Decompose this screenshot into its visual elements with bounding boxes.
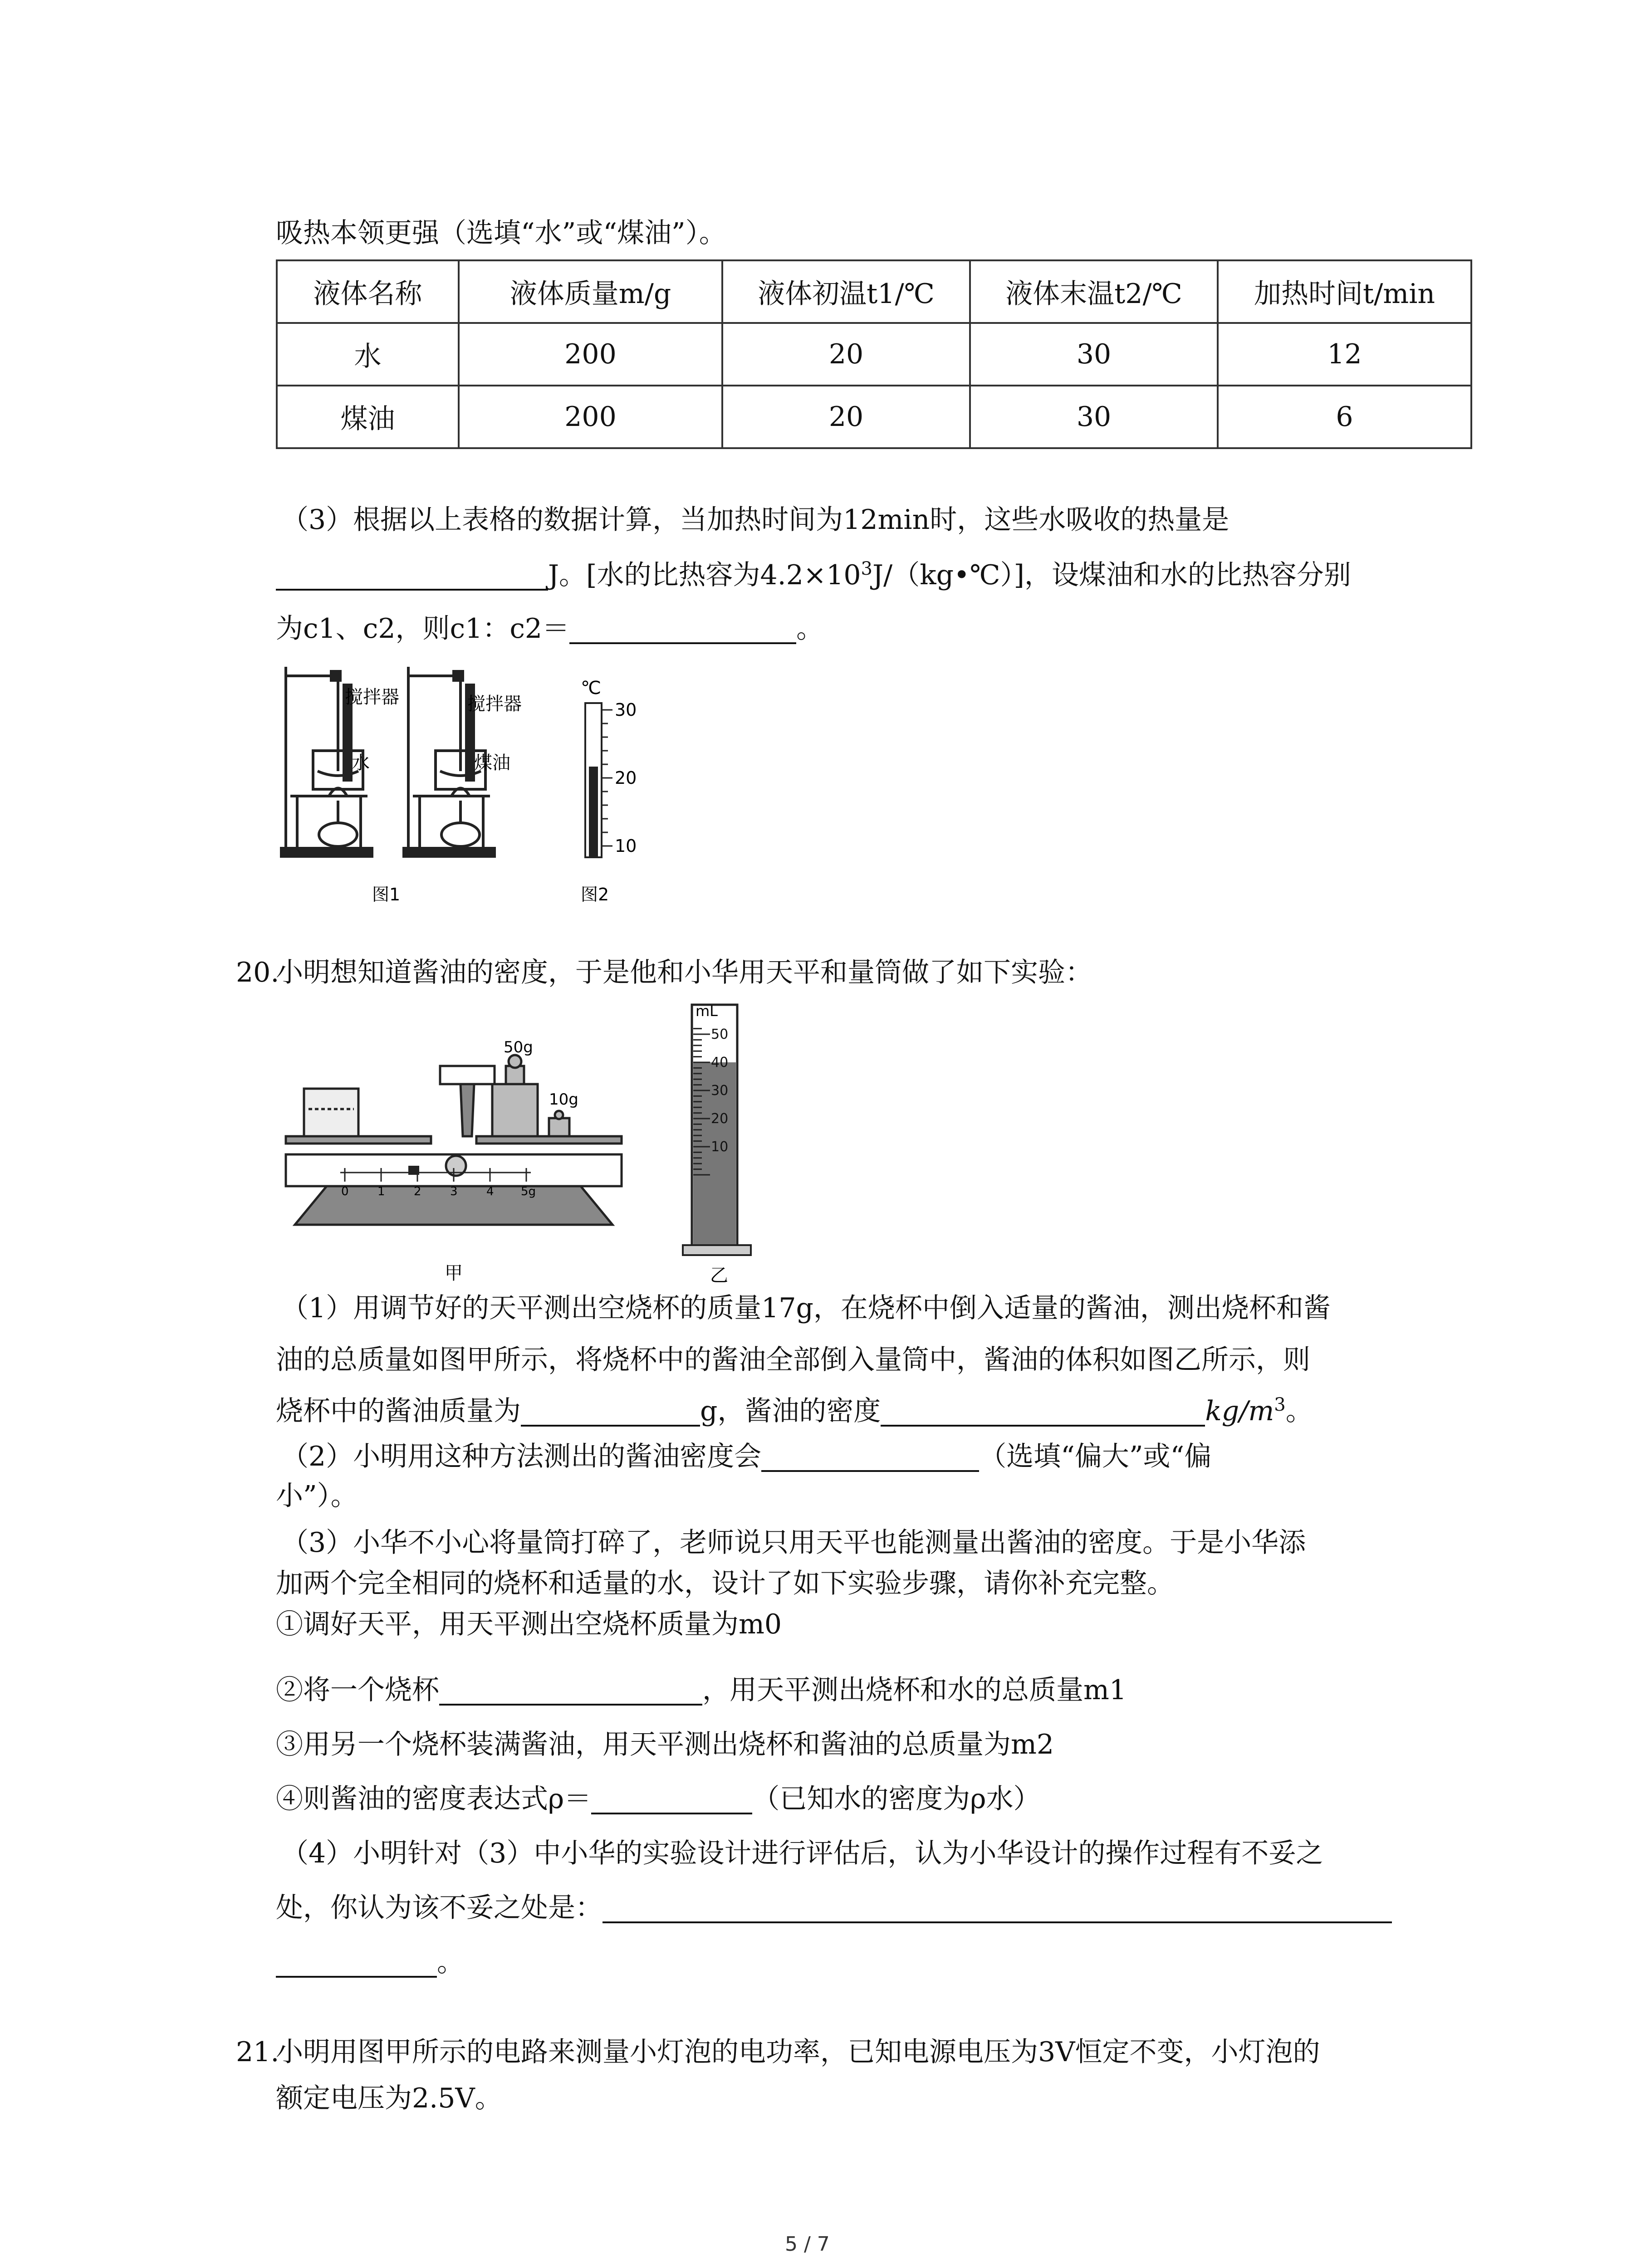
- q19-p3-line3: [276, 612, 823, 645]
- q20-stem: 小明想知道酱油的密度，于是他和小华用天平和量筒做了如下实验：: [276, 957, 1092, 988]
- cylinder-tick-label: 50: [711, 1026, 729, 1042]
- q20-p3-line1: （3）小华不小心将量筒打碎了，老师说只用天平也能测量出酱油的密度。于是小华添: [281, 1527, 1306, 1559]
- figure-jia-caption: 甲: [445, 1263, 463, 1284]
- q20-p2-line1a: （2）小明用这种方法测出的酱油密度会: [281, 1441, 762, 1472]
- q20-p1-line3: [276, 1395, 1313, 1427]
- q21-line1: 小明用图甲所示的电路来测量小灯泡的电功率，已知电源电压为3V恒定不变，小灯泡的: [276, 2036, 1320, 2068]
- table-header-cell: 液体初温t1/℃: [722, 260, 970, 323]
- thermometer-tick-label: 20: [615, 768, 637, 788]
- answer-blank-soy-mass[interactable]: [521, 1398, 700, 1427]
- q19-p3-line2a: J。[水的比热容为4.2×10: [548, 559, 861, 591]
- q20-p3-line2: 加两个完全相同的烧杯和适量的水，设计了如下实验步骤，请你补充完整。: [276, 1568, 1174, 1599]
- q20-p4-line3: [276, 1946, 464, 1979]
- q20-step4: [276, 1783, 1041, 1815]
- figure-1-heating-setups: [272, 658, 563, 907]
- q20-p1-line3-sup: 3: [1274, 1394, 1286, 1415]
- table-cell: 6: [1218, 386, 1471, 448]
- q21-line2: 额定电压为2.5V。: [276, 2082, 502, 2114]
- thermometer-tick-label: 10: [615, 836, 637, 856]
- q20-step2b: ，用天平测出烧杯和水的总质量m1: [702, 1674, 1127, 1706]
- table-cell: 煤油: [277, 386, 459, 448]
- page-number: 5 / 7: [785, 2233, 830, 2256]
- q20-p1-line3d: 。: [1285, 1395, 1313, 1427]
- thermometer-tick-label: 30: [615, 700, 637, 720]
- thermometer-unit: ℃: [581, 678, 601, 699]
- scale-tick-label: 1: [377, 1185, 385, 1198]
- rider-weight: [408, 1166, 419, 1175]
- q20-p4-line1: （4）小明针对（3）中小华的实验设计进行评估后，认为小华设计的操作过程有不妥之: [281, 1838, 1323, 1869]
- table-cell: 30: [970, 323, 1218, 386]
- q21-number: 21.: [236, 2036, 279, 2068]
- table-header-cell: 液体质量m/g: [459, 260, 722, 323]
- answer-blank-step2[interactable]: [439, 1677, 702, 1706]
- q20-step3: ③用另一个烧杯装满酱油，用天平测出烧杯和酱油的总质量为m2: [276, 1729, 1054, 1760]
- q20-p2-line2: 小”）。: [276, 1480, 358, 1512]
- table-cell: 20: [722, 386, 970, 448]
- table-cell: 12: [1218, 323, 1471, 386]
- answer-blank-soy-density[interactable]: [881, 1398, 1205, 1427]
- scale-tick-label: 0: [341, 1185, 349, 1198]
- q19-intro: 吸热本领更强（选填“水”或“煤油”）。: [276, 217, 726, 249]
- table-cell: 30: [970, 386, 1218, 448]
- weight-10g-label: 10g: [549, 1090, 578, 1109]
- q20-p1-line3a: 烧杯中的酱油质量为: [276, 1395, 521, 1427]
- answer-blank-bias[interactable]: [761, 1443, 979, 1472]
- table-cell: 200: [459, 386, 722, 448]
- weight-50g-label: 50g: [504, 1038, 533, 1056]
- table-cell: 200: [459, 323, 722, 386]
- q19-p3-line3-text: 为c1、c2，则c1：c2＝: [276, 613, 570, 645]
- scale-tick-label: 4: [486, 1185, 494, 1198]
- table-cell: 20: [722, 323, 970, 386]
- figure-1-caption: 图1: [372, 885, 401, 904]
- table-cell: 水: [277, 323, 459, 386]
- cylinder-unit: mL: [696, 1002, 718, 1020]
- label-oil: 煤油: [474, 753, 510, 773]
- figure-yi-caption: 乙: [710, 1265, 728, 1286]
- liquid-data-table: [276, 259, 1472, 449]
- q20-p2-line1b: （选填“偏大”或“偏: [979, 1441, 1212, 1472]
- q20-number: 20.: [236, 957, 279, 988]
- table-row: [277, 323, 1471, 386]
- q20-step2: [276, 1674, 1127, 1706]
- table-header-cell: 液体末温t2/℃: [970, 260, 1218, 323]
- q19-p3-line2-sup: 3: [861, 558, 872, 579]
- figure-yi-cylinder: [678, 1000, 769, 1290]
- q20-p4-line3-end: 。: [437, 1946, 464, 1978]
- figure-2-thermometer: [567, 676, 658, 907]
- q20-p4-line2: [276, 1892, 1392, 1924]
- answer-blank-ratio[interactable]: [569, 615, 796, 644]
- q20-step4a: ④则酱油的密度表达式ρ＝: [276, 1783, 592, 1815]
- figure-2-caption: 图2: [581, 885, 609, 904]
- q19-p3-line1: （3）根据以上表格的数据计算，当加热时间为12min时，这些水吸收的热量是: [281, 504, 1230, 536]
- cylinder-tick-label: 10: [711, 1139, 729, 1155]
- cylinder-tick-label: 20: [711, 1111, 729, 1127]
- scale-tick-label: 2: [414, 1185, 421, 1198]
- q20-p1-line3c: kg/m: [1205, 1395, 1274, 1427]
- q20-p4-line2-text: 处，你认为该不妥之处是：: [276, 1892, 603, 1924]
- label-stirrer-1: 搅拌器: [345, 687, 399, 708]
- table-header-cell: 液体名称: [277, 260, 459, 323]
- table-header-cell: 加热时间t/min: [1218, 260, 1471, 323]
- answer-blank-flaw[interactable]: [603, 1894, 1392, 1923]
- answer-blank-density-expression[interactable]: [591, 1785, 752, 1814]
- q20-p1-line2: 油的总质量如图甲所示，将烧杯中的酱油全部倒入量筒中，酱油的体积如图乙所示，则: [276, 1344, 1310, 1376]
- answer-blank-flaw-cont[interactable]: [276, 1949, 437, 1978]
- label-water: 水: [352, 753, 370, 773]
- q20-p1-line1: （1）用调节好的天平测出空烧杯的质量17g，在烧杯中倒入适量的酱油，测出烧杯和酱: [281, 1292, 1331, 1324]
- q20-step1: ①调好天平，用天平测出空烧杯质量为m0: [276, 1608, 782, 1640]
- scale-tick-label: 5g: [521, 1185, 536, 1198]
- cylinder-tick-label: 30: [711, 1083, 729, 1099]
- q20-step2a: ②将一个烧杯: [276, 1674, 439, 1706]
- label-stirrer-2: 搅拌器: [467, 694, 522, 714]
- table-header-row: [277, 260, 1471, 323]
- q19-p3-line2b: J/（kg•℃）]，设煤油和水的比热容分别: [872, 559, 1351, 591]
- cylinder-tick-label: 40: [711, 1055, 729, 1070]
- q20-p1-line3b: g，酱油的密度: [700, 1395, 881, 1427]
- table-row: [277, 386, 1471, 448]
- q19-p3-line3-end: 。: [796, 613, 824, 645]
- answer-blank-heat[interactable]: [276, 562, 548, 591]
- scale-tick-label: 3: [450, 1185, 458, 1198]
- q20-p2-line1: [281, 1440, 1211, 1473]
- figure-jia-balance: [277, 1016, 631, 1288]
- q19-p3-line2: [276, 559, 1351, 591]
- q20-step4b: （已知水的密度为ρ水）: [752, 1783, 1041, 1815]
